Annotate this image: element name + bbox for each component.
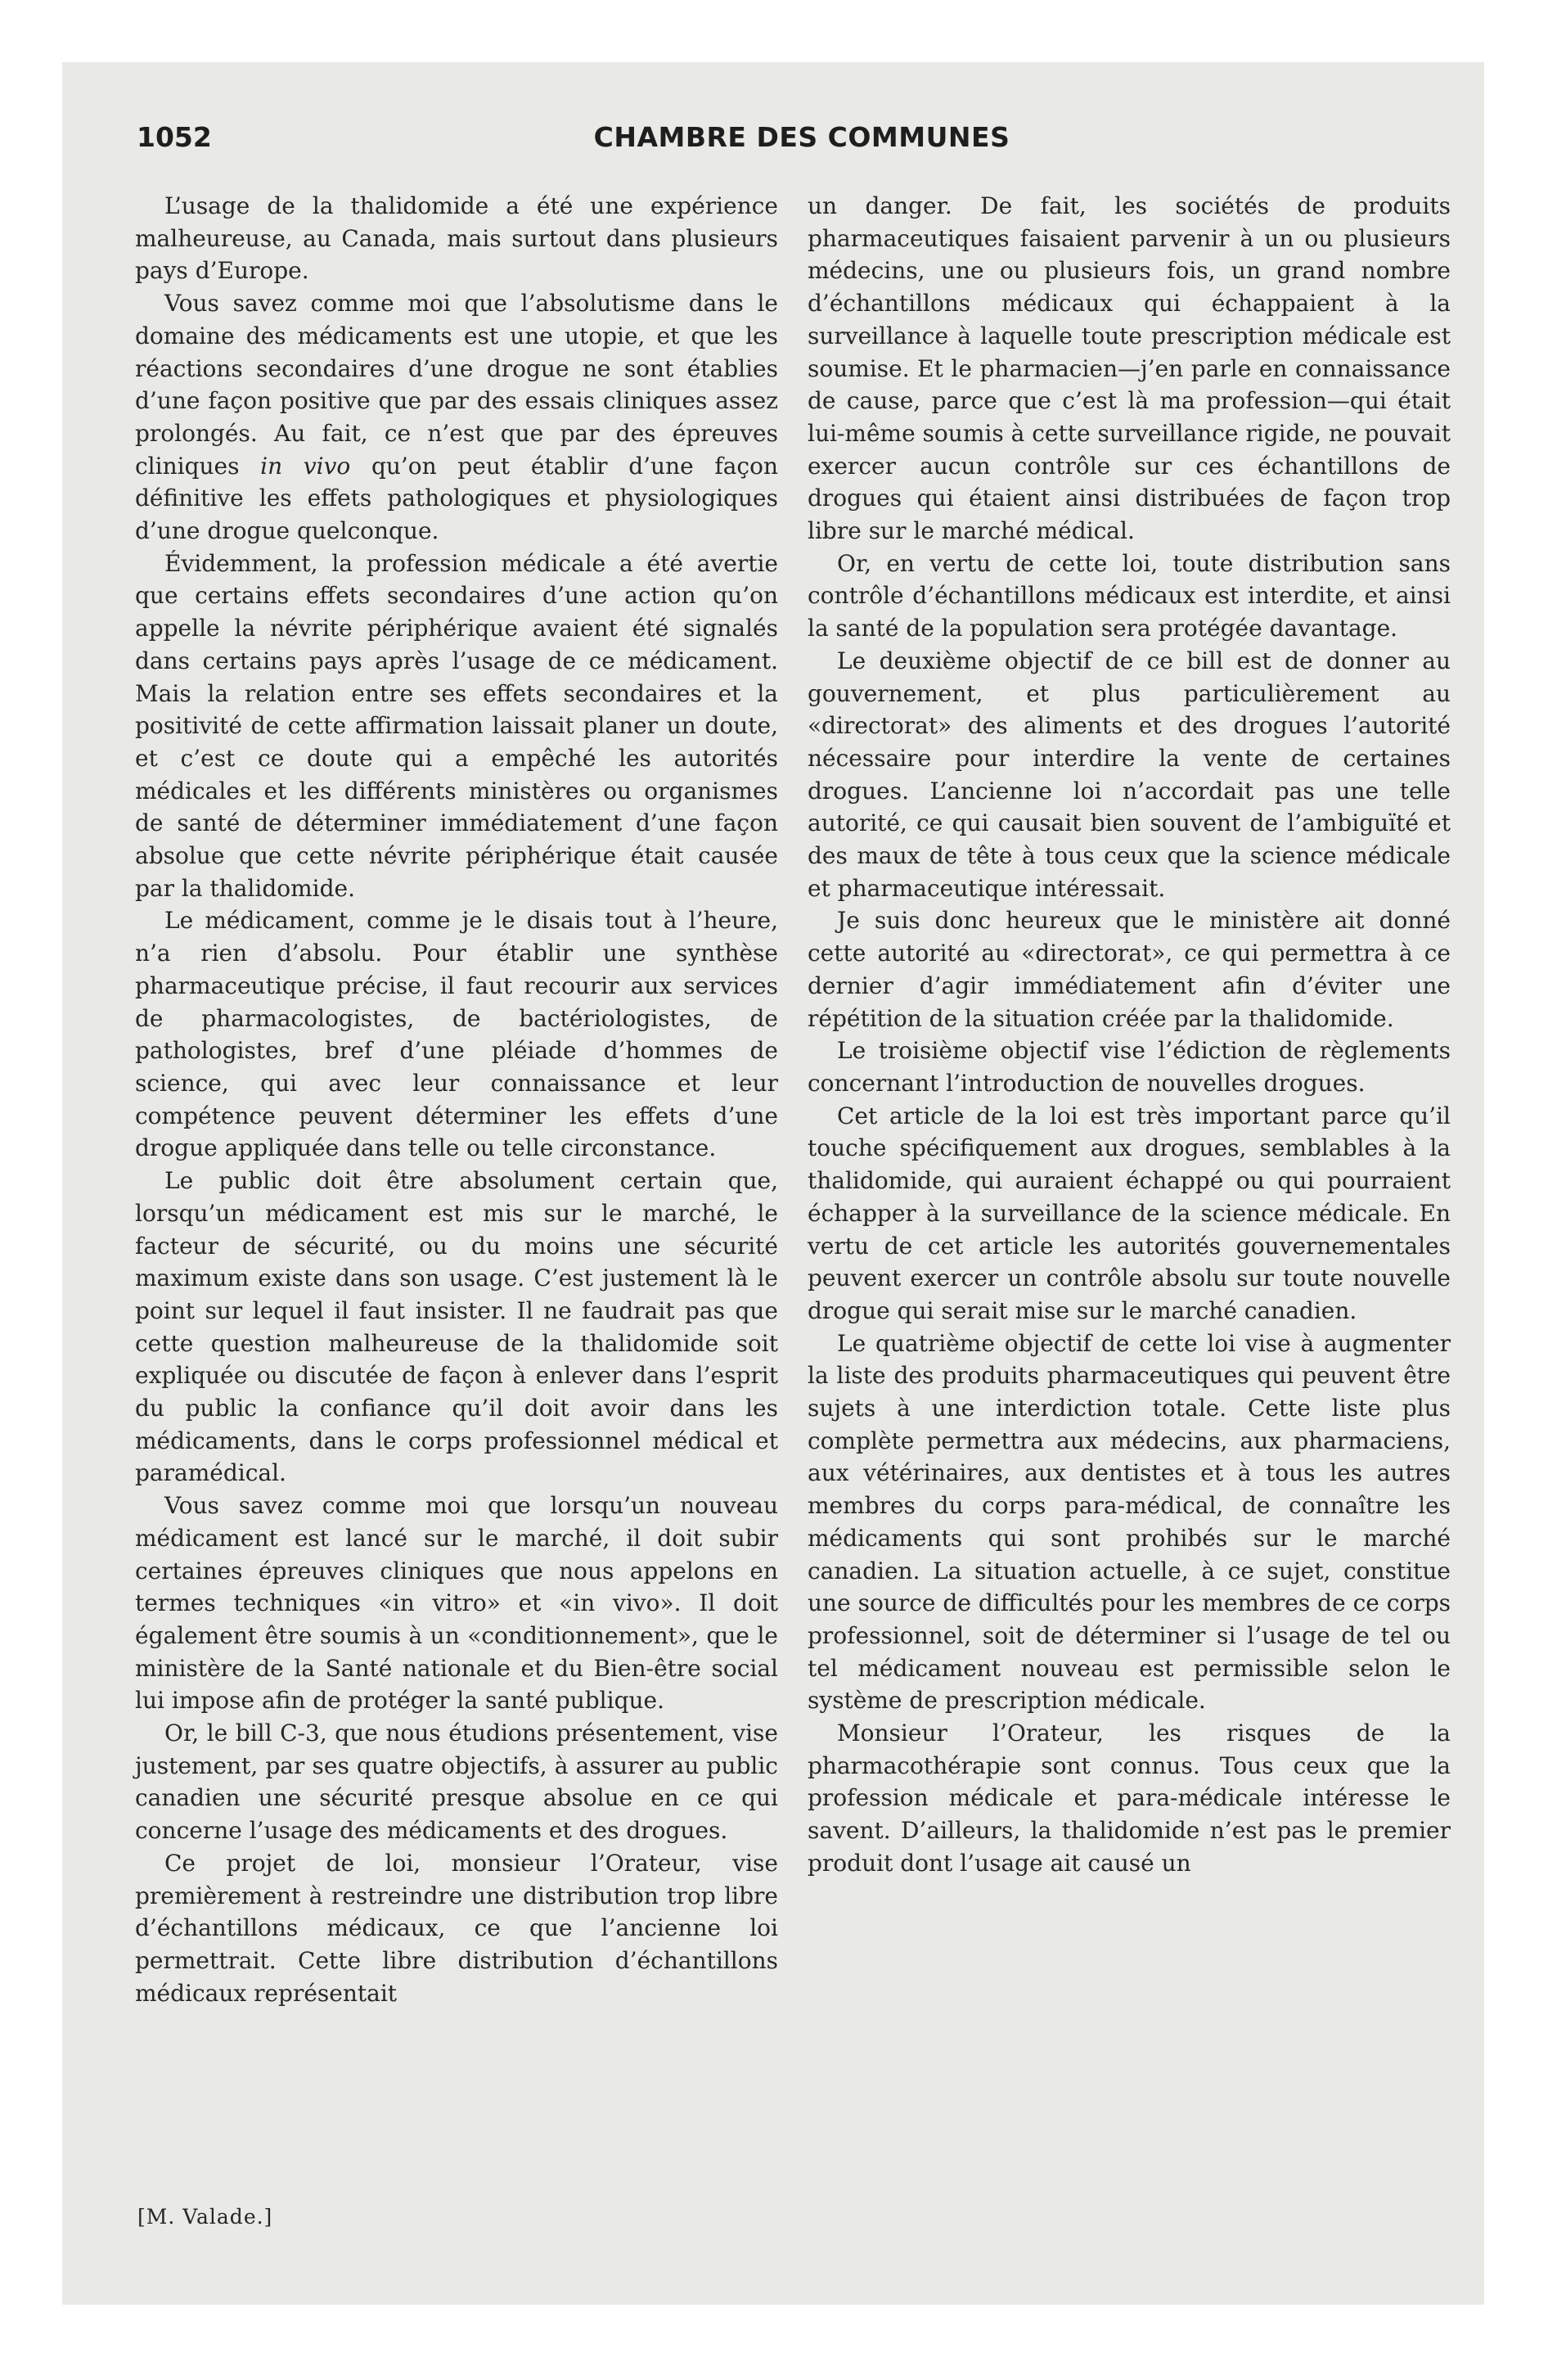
paragraph: Le troisième objectif vise l’édiction de règlements concernant l’introduction de nouvelles drogues. [808,1037,1451,1097]
paragraph: Or, le bill C-3, que nous étudions présentement, vise justement, par ses quatre objectifs, à assurer au public canadien une sécurité presque absolue en ce qui concerne l’usage des médicaments et des drogues. [135,1720,778,1845]
paragraph: un danger. De fait, les sociétés de produits pharmaceutiques faisaient parvenir à un ou plusieurs médecins, une ou plusieurs fois, un grand nombre d’échantillons médicaux qui échappaient à la surveillance à laquelle toute prescription médicale est soumise. Et le pharmacien—j’en parle en connaissance de cause, parce que c’est là ma profession—qui était lui-même soumis à cette surveillance rigide, ne pouvait exercer aucun contrôle sur ces échantillons de drogues qui étaient ainsi distribuées de façon trop libre sur le marché médical. [808,192,1451,545]
right-column [808,190,1451,1880]
paragraph: Vous savez comme moi que lorsqu’un nouveau médicament est lancé sur le marché, il doit subir certaines épreuves cliniques que nous appelons en termes techniques «in vitro» et «in vivo». Il doit également être soumis à un «conditionnement», que le ministère de la Santé nationale et du Bien-être social lui impose afin de protéger la santé publique. [135,1492,778,1715]
paragraph: Cet article de la loi est très important parce qu’il touche spécifiquement aux drogues, semblables à la thalidomide, qui auraient échappé ou qui pourraient échapper à la surveillance de la science médicale. En vertu de cet article les autorités gouvernementales peuvent exercer un contrôle absolu sur toute nouvelle drogue qui serait mise sur le marché canadien. [808,1102,1451,1324]
paragraph: Le public doit être absolument certain que, lorsqu’un médicament est mis sur le marché, le facteur de sécurité, ou du moins une sécurité maximum existe dans son usage. C’est justement là le point sur lequel il faut insister. Il ne faudrait pas que cette question malheureuse de la thalidomide soit expliquée ou discutée de façon à enlever dans l’esprit du public la confiance qu’il doit avoir dans les médicaments, dans le corps professionnel médical et paramédical. [135,1167,778,1487]
running-head: CHAMBRE DES COMMUNES [593,121,1010,153]
speaker-attribution: [M. Valade.] [137,2205,273,2229]
paragraph: Je suis donc heureux que le ministère ait donné cette autorité au «directorat», ce qui permettra à ce dernier d’agir immédiatement afin d’éviter une répétition de la situation créée par la thalidomide. [808,907,1451,1032]
paragraph: Évidemment, la profession médicale a été avertie que certains effets secondaires d’une action qu’on appelle la névrite périphérique avaient été signalés dans certains pays après l’usage de ce médicament. Mais la relation entre ses effets secondaires et la positivité de cette affirmation laissait planer un doute, et c’est ce doute qui a empêché les autorités médicales et les différents ministères ou organismes de santé de déterminer immédiatement d’une façon absolue que cette névrite périphérique était causée par la thalidomide. [135,549,778,902]
page-number: 1052 [137,121,212,153]
paragraph: L’usage de la thalidomide a été une expérience malheureuse, au Canada, mais surtout dans plusieurs pays d’Europe. [135,192,778,285]
paragraph: Or, en vertu de cette loi, toute distribution sans contrôle d’échantillons médicaux est interdite, et ainsi la santé de la population sera protégée davantage. [808,549,1451,642]
paragraph: Le deuxième objectif de ce bill est de donner au gouvernement, et plus particulièrement au «directorat» des aliments et des drogues l’autorité nécessaire pour interdire la vente de certaines drogues. L’ancienne loi n’accordait pas une telle autorité, ce qui causait bien souvent de l’ambiguïté et des maux de tête à tous ceux que la science médicale et pharmaceutique intéressait. [808,647,1451,902]
paragraph: Monsieur l’Orateur, les risques de la pharmacothérapie sont connus. Tous ceux que la profession médicale et para-médicale intéresse le savent. D’ailleurs, la thalidomide n’est pas le premier produit dont l’usage ait causé un [808,1720,1451,1877]
paragraph: Ce projet de loi, monsieur l’Orateur, vise premièrement à restreindre une distribution trop libre d’échantillons médicaux, ce que l’ancienne loi permettrait. Cette libre distribution d’échantillons médicaux représentait [135,1849,778,2007]
left-column [135,190,778,2009]
paragraph: Le quatrième objectif de cette loi vise à augmenter la liste des produits pharmaceutiques qui peuvent être sujets à une interdiction totale. Cette liste plus complète permettra aux médecins, aux pharmaciens, aux vétérinaires, aux dentistes et à tous les autres membres du corps para-médical, de connaître les médicaments qui sont prohibés sur le marché canadien. La situation actuelle, à ce sujet, constitue une source de difficultés pour les membres de ce corps professionnel, soit de déterminer si l’usage de tel ou tel médicament nouveau est permissible selon le système de prescription médicale. [808,1329,1451,1715]
italic-term: in vivo [260,452,351,480]
paragraph: Le médicament, comme je le disais tout à l’heure, n’a rien d’absolu. Pour établir une synthèse pharmaceutique précise, il faut recourir aux services de pharmacologistes, de bactériologistes, de pathologistes, bref d’une pléiade d’hommes de science, qui avec leur connaissance et leur compétence peuvent déterminer les effets d’une drogue appliquée dans telle ou telle circonstance. [135,907,778,1162]
paragraph: Vous savez comme moi que l’absolutisme dans le domaine des médicaments est une utopie, et que les réactions secondaires d’une drogue ne sont établies d’une façon positive que par des essais cliniques assez prolongés. Au fait, ce n’est que par des épreuves cliniques in vivo qu’on peut établir d’une façon définitive les effets pathologiques et physiologiques d’une drogue quelconque. [135,290,778,545]
